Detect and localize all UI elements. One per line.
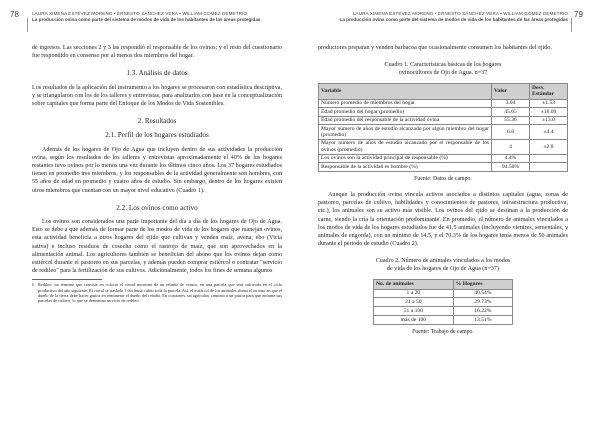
heading-profile: 2.1. Perfil de los hogares estudiados — [105, 131, 209, 140]
running-authors: LAURA XIMENA ESTÉVEZ MORENO • ERNESTO SÁNCHEZ VERA • WILLIAM GÓMEZ DEMETRIO — [352, 11, 568, 16]
table-cell: Mayor número de años de estudio alcanzado por el responsable de los ovinos (promedio) — [319, 140, 492, 155]
footnote-mark: 6 — [32, 282, 34, 288]
table-animal-counts — [373, 279, 513, 325]
heading-analysis: 1.3. Análisis de datos — [126, 69, 188, 78]
table-cell: 40.54% — [453, 289, 512, 298]
table-cell: 94.50% — [492, 163, 530, 171]
paragraph-top: productores preparan y venden barbacoa que ocasionalmente consumen los habitantes del ejido. — [318, 45, 552, 51]
table1-header-value: Valor — [492, 83, 530, 99]
table-row — [374, 315, 513, 324]
table-cell: 6.8 — [492, 125, 530, 140]
paragraph-mid: Aunque la producción ovina vincula activos asociados a distintos capitales (agua, zonas de pastoreo, parcelas de cultivo, habilidades y conocimientos de pastores, infraestructura productiva, etc.), los animales son su activo más visible. Los ovinos del ejido se destinan a la producción de carne, siendo la cría la orientación predominante. En promedio, el número de animales vinculados a los modos de vida de los hogares estudiados fue de 41.5 animales (incluyendo vientres, sementales, y animales de engorda), con un mínimo de 14.5, y el 70.3% de los hogares tenía menos de 50 animales durante el periodo de estudio (Cuadro 2). — [318, 192, 568, 248]
table-cell: 1 a 20 — [374, 289, 454, 298]
paragraph-profile: Además de los hogares de Ojo de Agua que incluyen dentro de sus actividades la producción ovina, según los resultados de los talleres y entrevistas aproximadamente el 40% de los hogares restantes tuvo ovinos por lo menos una vez durante los últimos cinco años. Los 37 hogares estudiados tienen en promedio tres miembros, y los responsables de la actividad generalmente son hombres, con 55 años de edad en promedio y cuatro años de estudio. Sin embargo, dentro de los hogares existen otros miembros que cuentan con un mayor nivel educativo (Cuadro 1). — [32, 146, 282, 194]
running-header — [318, 11, 568, 33]
table2-header-households: % Hogares — [453, 280, 512, 290]
table2-caption-line1: Cuadro 2. Número de animales vinculados a los modos — [375, 258, 511, 265]
table-cell: 3.04 — [492, 99, 530, 107]
table-row — [319, 116, 568, 124]
table2-caption — [318, 258, 568, 274]
header-rule — [571, 18, 572, 32]
table-cell: Responsable de la actividad es hombre (%) — [319, 163, 492, 171]
table-cell: 51 a 100 — [374, 307, 454, 316]
table-row — [319, 140, 568, 155]
footnote — [32, 282, 282, 303]
heading-results: 2. Resultados — [137, 117, 177, 126]
table-cell: 4 — [492, 140, 530, 155]
table1-caption-line1: Cuadro 1. Características básicas de los hogares — [384, 62, 502, 69]
table-row — [319, 99, 568, 107]
running-title: La producción ovina como parte del sistema de modos de vida de los habitantes de las áreas protegidas — [339, 17, 568, 22]
table-cell: Mayor número de años de estudio alcanzado por algún miembro del hogar (promedio) — [319, 125, 492, 140]
table-row — [374, 289, 513, 298]
table2-header-animals: No. de animales — [374, 280, 454, 290]
table-cell: Los ovinos son la actividad principal de responsable (%) — [319, 155, 492, 163]
footnote-text: Redileo: un término que consiste en colocar el corral nocturno de un rebaño de ovinos, en una parcela que será cultivada en el ciclo productivo del año siguiente. El corral se traslada 1 día hasta cubrir toda la parcela. Así, el estiércol de los animales abona el terreno en que el dueño de la tierra debe hacer gastos en remunerar el dueño del rebaño. En ocasiones, un agricultor contrata a un pastor para que enfume sus parcelas de cultivo, lo que se denomina servicio de redileo. — [38, 282, 282, 304]
table-cell: ±4.4 — [530, 125, 568, 140]
table2-caption-line2: de vida de los hogares de Ojo de Agua (n=37) — [387, 266, 499, 273]
table-cell: Edad promedio del responsable de la actividad ovina — [319, 116, 492, 124]
table-cell: 13.51% — [453, 315, 512, 324]
table1-header-stddev: Desv. Estándar — [530, 83, 568, 99]
paragraph-intro: de ingresos. Las secciones 2 y 3 las respondió el responsable de los ovinos; y el resto del cuestionario fue respondido en consenso por al menos dos miembros del hogar. — [32, 45, 282, 60]
table-cell: ±18.09 — [530, 108, 568, 116]
text-column — [32, 44, 282, 303]
page-number: 79 — [574, 10, 583, 19]
table-cell: 55.36 — [492, 116, 530, 124]
table-cell: ±1.53 — [530, 99, 568, 107]
table-row — [319, 125, 568, 140]
running-header — [32, 11, 282, 33]
table-cell: 21 a 50 — [374, 298, 454, 307]
footnote-rule — [32, 279, 102, 280]
heading-sheep: 2.2. Los ovinos como activo — [116, 203, 198, 212]
running-authors: LAURA XIMENA ESTÉVEZ MORENO • ERNESTO SÁNCHEZ VERA • WILLIAM GÓMEZ DEMETRIO — [32, 11, 248, 16]
table-row — [319, 108, 568, 116]
table-cell: 29.73% — [453, 298, 512, 307]
table-row — [374, 307, 513, 316]
table1-source: Fuente: Datos de campo. — [414, 175, 472, 182]
table-cell: 45.65 — [492, 108, 530, 116]
table-household-characteristics — [318, 83, 568, 172]
table-cell — [530, 163, 568, 171]
paragraph-sheep: Los ovinos son considerados una parte importante del día a día de los hogares de Ojo de Agua. Esto se debe a que además de formar parte de los modos de vida de los hogares que manejan ovinos, esta actividad beneficia a otros hogares del ejido que cultivan y venden maíz, avena, ebo (Vicia sativa) e incluso residuos de cosecha como el rastrojo de maíz, que son aprovechados en la alimentación animal. Los agricultores también se benefician del abono que los ovinos dejan como estiércol durante el pastoreo en sus parcelas, y además pueden comprar estiércol o contratar "servicio de redileo" para la fertilización de sus cultivos. Adicionalmente, todos los fines de semana algunos — [32, 219, 282, 275]
table-cell: 4.4% — [492, 155, 530, 163]
table-row — [374, 298, 513, 307]
table1-caption — [318, 62, 568, 78]
table1-caption-line2: ovinocultores de Ojo de Agua. n=37 — [398, 70, 488, 76]
table-cell: Número promedio de miembros del hogar — [319, 99, 492, 107]
right-page — [300, 0, 600, 440]
paragraph-analysis: Los resultados de la aplicación del instrumento a los hogares se procesaron con estadística descriptiva, y se triangularon con los de los talleres y entrevistas, para analizarlos con base en la conceptualización sobre capitales que forma parte del Enfoque de los Modos de Vida Sostenibles. — [32, 84, 282, 108]
table1-header-variable: Variable — [319, 83, 492, 99]
table-cell: 16.22% — [453, 307, 512, 316]
header-rule — [27, 18, 28, 32]
table-cell: más de 100 — [374, 315, 454, 324]
running-title: La producción ovina como parte del sistema de modos de vida de los habitantes de las áreas protegidas — [32, 17, 261, 22]
table-cell: Edad promedio del hogar (promedio) — [319, 108, 492, 116]
table2-source: Fuente: Trabajo de campo. — [412, 328, 474, 335]
table-row — [319, 155, 568, 163]
table-cell: ±13.0 — [530, 116, 568, 124]
table-row — [319, 163, 568, 171]
table-cell: ±2.8 — [530, 140, 568, 155]
text-column — [318, 44, 568, 336]
page-number: 78 — [10, 10, 19, 19]
table-cell — [530, 155, 568, 163]
